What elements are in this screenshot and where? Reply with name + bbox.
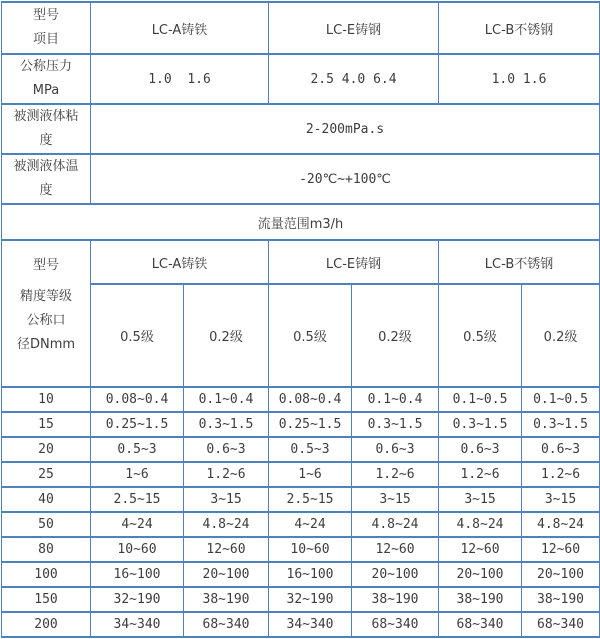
flow-value-cell: 12~60 bbox=[184, 537, 269, 562]
flow-value-cell: 1.2~6 bbox=[522, 462, 600, 487]
flow-value-cell: 3~15 bbox=[439, 487, 522, 512]
flow-value-cell: 68~340 bbox=[352, 612, 439, 637]
table-row bbox=[2, 240, 600, 284]
dn-cell: 150 bbox=[2, 587, 91, 612]
flow-value-cell: 4~24 bbox=[269, 512, 352, 537]
flow-value-cell: 68~340 bbox=[439, 612, 522, 637]
flow-value-cell: 1~6 bbox=[269, 462, 352, 487]
table-row bbox=[2, 412, 600, 437]
accuracy-dn-label-line2: 公称口 bbox=[26, 313, 66, 328]
flow-value-cell: 2.5~15 bbox=[91, 487, 184, 512]
dn-cell: 25 bbox=[2, 462, 91, 487]
flow-value-cell: 1.2~6 bbox=[352, 462, 439, 487]
model-accuracy-header-cell bbox=[2, 240, 91, 387]
corner-line2: 项目 bbox=[32, 32, 59, 47]
table-row bbox=[2, 587, 600, 612]
table-row bbox=[2, 104, 600, 154]
flow-value-cell: 0.3~1.5 bbox=[184, 412, 269, 437]
flow-value-cell: 34~340 bbox=[269, 612, 352, 637]
flow-value-cell: 0.25~1.5 bbox=[91, 412, 184, 437]
flow-value-cell: 20~100 bbox=[184, 562, 269, 587]
temperature-label-line2: 度 bbox=[39, 183, 53, 198]
dn-cell: 200 bbox=[2, 612, 91, 637]
dn-cell: 40 bbox=[2, 487, 91, 512]
viscosity-label-line1: 被测液体粘 bbox=[13, 109, 79, 124]
material-header: LC-A铸铁 bbox=[91, 240, 269, 284]
flow-value-cell: 34~340 bbox=[91, 612, 184, 637]
flow-value-cell: 0.6~3 bbox=[439, 437, 522, 462]
pressure-label-line1: 公称压力 bbox=[19, 59, 72, 74]
flow-value-cell: 0.3~1.5 bbox=[522, 412, 600, 437]
flow-value-cell: 20~100 bbox=[522, 562, 600, 587]
flow-value-cell: 0.1~0.4 bbox=[184, 387, 269, 412]
pressure-label-cell bbox=[2, 54, 91, 104]
accuracy-dn-label bbox=[2, 285, 90, 357]
table-row bbox=[2, 2, 600, 54]
table-row bbox=[2, 387, 600, 412]
table-row bbox=[2, 154, 600, 204]
accuracy-dn-label-line1: 精度等级 bbox=[19, 289, 72, 304]
accuracy-class-header: 0.5级 bbox=[269, 284, 352, 387]
flow-value-cell: 0.3~1.5 bbox=[352, 412, 439, 437]
temperature-label-line1: 被测液体温 bbox=[13, 159, 79, 174]
dn-cell: 80 bbox=[2, 537, 91, 562]
pressure-value-cell: 2.5 4.0 6.4 bbox=[269, 54, 439, 104]
flow-value-cell: 0.5~3 bbox=[91, 437, 184, 462]
table-row bbox=[2, 284, 600, 387]
flow-value-cell: 2.5~15 bbox=[269, 487, 352, 512]
flow-value-cell: 1.2~6 bbox=[184, 462, 269, 487]
flow-value-cell: 3~15 bbox=[522, 487, 600, 512]
material-header: LC-E铸钢 bbox=[269, 2, 439, 54]
flow-value-cell: 68~340 bbox=[184, 612, 269, 637]
temperature-label-cell bbox=[2, 154, 91, 204]
dn-cell: 10 bbox=[2, 387, 91, 412]
flow-value-cell: 10~60 bbox=[269, 537, 352, 562]
pressure-value-cell: 1.0 1.6 bbox=[91, 54, 269, 104]
accuracy-class-header: 0.5级 bbox=[91, 284, 184, 387]
flow-value-cell: 0.25~1.5 bbox=[269, 412, 352, 437]
table-row bbox=[2, 462, 600, 487]
flow-value-cell: 3~15 bbox=[352, 487, 439, 512]
flow-value-cell: 16~100 bbox=[269, 562, 352, 587]
flow-value-cell: 4.8~24 bbox=[184, 512, 269, 537]
dn-cell: 15 bbox=[2, 412, 91, 437]
flow-value-cell: 0.6~3 bbox=[522, 437, 600, 462]
viscosity-label-cell bbox=[2, 104, 91, 154]
flow-value-cell: 68~340 bbox=[522, 612, 600, 637]
accuracy-class-header: 0.2级 bbox=[184, 284, 269, 387]
flow-value-cell: 10~60 bbox=[91, 537, 184, 562]
flow-value-cell: 38~190 bbox=[439, 587, 522, 612]
model-label: 型号 bbox=[32, 257, 59, 273]
flow-value-cell: 38~190 bbox=[184, 587, 269, 612]
table-row bbox=[2, 612, 600, 637]
flow-value-cell: 0.1~0.4 bbox=[352, 387, 439, 412]
flow-value-cell: 16~100 bbox=[91, 562, 184, 587]
accuracy-class-header: 0.5级 bbox=[439, 284, 522, 387]
pressure-value-cell: 1.0 1.6 bbox=[439, 54, 600, 104]
flow-value-cell: 0.08~0.4 bbox=[269, 387, 352, 412]
flow-range-banner: 流量范围m3/h bbox=[2, 204, 600, 240]
flow-value-cell: 12~60 bbox=[439, 537, 522, 562]
accuracy-dn-label-line3: 径DNmm bbox=[16, 337, 76, 352]
table-row bbox=[2, 54, 600, 104]
flow-value-cell: 20~100 bbox=[439, 562, 522, 587]
flow-value-cell: 12~60 bbox=[522, 537, 600, 562]
material-header: LC-B不锈钢 bbox=[439, 240, 600, 284]
flow-value-cell: 4.8~24 bbox=[439, 512, 522, 537]
flow-value-cell: 0.1~0.5 bbox=[439, 387, 522, 412]
flow-value-cell: 38~190 bbox=[522, 587, 600, 612]
flow-value-cell: 0.6~3 bbox=[184, 437, 269, 462]
table-row bbox=[2, 204, 600, 240]
spec-table bbox=[1, 1, 600, 638]
accuracy-class-header: 0.2级 bbox=[522, 284, 600, 387]
material-header: LC-A铸铁 bbox=[91, 2, 269, 54]
flow-value-cell: 20~100 bbox=[352, 562, 439, 587]
flow-value-cell: 1.2~6 bbox=[439, 462, 522, 487]
flow-value-cell: 1~6 bbox=[91, 462, 184, 487]
flow-value-cell: 0.1~0.5 bbox=[522, 387, 600, 412]
flow-value-cell: 0.08~0.4 bbox=[91, 387, 184, 412]
corner-line1: 型号 bbox=[32, 8, 59, 23]
table-row bbox=[2, 487, 600, 512]
flow-value-cell: 0.6~3 bbox=[352, 437, 439, 462]
table-row bbox=[2, 562, 600, 587]
flow-value-cell: 3~15 bbox=[184, 487, 269, 512]
table-row bbox=[2, 512, 600, 537]
accuracy-class-header: 0.2级 bbox=[352, 284, 439, 387]
flow-value-cell: 4~24 bbox=[91, 512, 184, 537]
viscosity-value-cell: 2-200mPa.s bbox=[91, 104, 600, 154]
flow-value-cell: 4.8~24 bbox=[522, 512, 600, 537]
table-row bbox=[2, 537, 600, 562]
corner-header-cell bbox=[2, 2, 91, 54]
flow-value-cell: 32~190 bbox=[91, 587, 184, 612]
pressure-label-line2: MPa bbox=[32, 83, 60, 98]
flow-value-cell: 0.5~3 bbox=[269, 437, 352, 462]
flow-value-cell: 32~190 bbox=[269, 587, 352, 612]
dn-cell: 50 bbox=[2, 512, 91, 537]
flow-value-cell: 12~60 bbox=[352, 537, 439, 562]
material-header: LC-E铸钢 bbox=[269, 240, 439, 284]
temperature-value-cell: -20℃~+100℃ bbox=[91, 154, 600, 204]
table-row bbox=[2, 437, 600, 462]
dn-cell: 100 bbox=[2, 562, 91, 587]
viscosity-label-line2: 度 bbox=[39, 133, 53, 148]
material-header: LC-B不锈钢 bbox=[439, 2, 600, 54]
flow-value-cell: 4.8~24 bbox=[352, 512, 439, 537]
dn-cell: 20 bbox=[2, 437, 91, 462]
flow-value-cell: 38~190 bbox=[352, 587, 439, 612]
flow-value-cell: 0.3~1.5 bbox=[439, 412, 522, 437]
